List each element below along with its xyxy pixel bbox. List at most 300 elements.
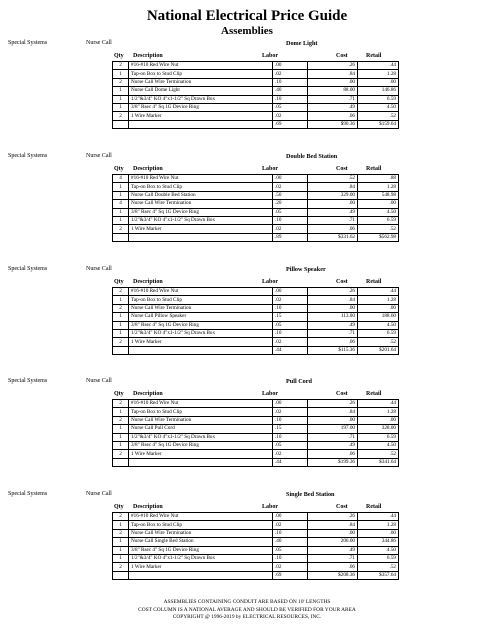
column-header-description: Description: [133, 504, 163, 510]
table-row: [113, 288, 399, 296]
cell-retail: .44: [358, 513, 399, 521]
column-header-qty: Qty: [114, 391, 124, 397]
table-row: [113, 425, 399, 433]
assembly-name: Pull Cord: [286, 378, 312, 385]
cell-description: 1 Wire Marker: [129, 563, 273, 571]
cell-qty: 2: [113, 400, 129, 408]
cell-description: Nurse Call Wire Termination: [129, 416, 273, 424]
cell-retail: 548.98: [358, 191, 399, 199]
table-row: [113, 450, 399, 458]
total-cost: $331.62: [308, 233, 358, 241]
cell-cost: .06: [308, 112, 358, 120]
cell-description: Nurse Call Wire Termination: [129, 304, 273, 312]
cell-retail: 6.59: [358, 554, 399, 562]
section-system: Nurse Call: [86, 266, 112, 272]
total-description: [129, 233, 273, 241]
cell-description: Nurse Call Single Bed Station: [129, 538, 273, 546]
cell-labor: .05: [273, 441, 308, 449]
cell-description: 3/8" Rsec 4" Sq 1G Device Ring: [129, 321, 273, 329]
cell-description: Tap-on Box to Stud Clip: [129, 521, 273, 529]
cell-cost: .71: [308, 95, 358, 103]
cell-cost: .71: [308, 554, 358, 562]
cell-cost: 206.00: [308, 538, 358, 546]
cell-description: 1/2"&3/4" KO 4"x1-1/2" Sq Drawn Box: [129, 329, 273, 337]
assembly-table: [112, 61, 399, 129]
section-category: Special Systems: [8, 153, 48, 159]
section-category: Special Systems: [8, 491, 48, 497]
assembly-section: [0, 151, 494, 242]
cell-retail: 1.28: [358, 521, 399, 529]
assembly-name: Dome Light: [286, 40, 318, 47]
table-row: [113, 200, 399, 208]
cell-description: 1 Wire Marker: [129, 225, 273, 233]
table-row: [113, 554, 399, 562]
cell-qty: 2: [113, 304, 129, 312]
cell-retail: .52: [358, 225, 399, 233]
cell-labor: .15: [273, 313, 308, 321]
total-retail: $159.64: [358, 120, 399, 128]
cell-description: Nurse Call Wire Termination: [129, 529, 273, 537]
total-retail: $341.64: [358, 458, 399, 466]
cell-labor: .02: [273, 521, 308, 529]
cell-cost: .52: [308, 175, 358, 183]
cell-retail: 6.59: [358, 95, 399, 103]
cell-retail: .44: [358, 400, 399, 408]
cell-cost: .06: [308, 563, 358, 571]
footer: [0, 599, 494, 622]
cell-cost: 88.00: [308, 87, 358, 95]
total-description: [129, 458, 273, 466]
table-row: [113, 329, 399, 337]
cell-description: #16-#10 Red Wire Nut: [129, 288, 273, 296]
cell-retail: 4.50: [358, 441, 399, 449]
cell-labor: .02: [273, 112, 308, 120]
cell-cost: .49: [308, 441, 358, 449]
column-header-cost: Cost: [336, 391, 348, 397]
cell-description: 3/8" Rsec 4" Sq 1G Device Ring: [129, 208, 273, 216]
cell-qty: 1: [113, 95, 129, 103]
cell-retail: 1.28: [358, 408, 399, 416]
assembly-table: [112, 512, 399, 580]
cell-labor: .02: [273, 225, 308, 233]
cell-description: Nurse Call Wire Termination: [129, 78, 273, 86]
cell-description: #16-#10 Red Wire Nut: [129, 513, 273, 521]
footer-line: COPYRIGHT @ 1996-2019 by ELECTRICAL RESOURCES, INC.: [172, 614, 322, 621]
cell-labor: .05: [273, 546, 308, 554]
cell-cost: 329.00: [308, 191, 358, 199]
cell-labor: .10: [273, 554, 308, 562]
table-row: [113, 304, 399, 312]
cell-qty: 2: [113, 450, 129, 458]
cell-retail: .52: [358, 563, 399, 571]
cell-description: 3/8" Rsec 4" Sq 1G Device Ring: [129, 103, 273, 111]
assembly-section: [0, 38, 494, 129]
total-labor: .69: [273, 571, 308, 579]
cell-cost: .00: [308, 200, 358, 208]
total-retail: $562.98: [358, 233, 399, 241]
cell-retail: .52: [358, 112, 399, 120]
total-labor: .44: [273, 346, 308, 354]
cell-description: Nurse Call Pillow Speaker: [129, 313, 273, 321]
cell-labor: .10: [273, 329, 308, 337]
cell-labor: .05: [273, 208, 308, 216]
column-header-retail: Retail: [366, 279, 382, 285]
cell-qty: 1: [113, 546, 129, 554]
total-row: [113, 120, 399, 128]
column-header-qty: Qty: [114, 166, 124, 172]
cell-qty: 1: [113, 433, 129, 441]
column-headers: [0, 388, 494, 399]
cell-labor: .00: [273, 175, 308, 183]
cell-labor: .10: [273, 78, 308, 86]
cell-retail: .44: [358, 288, 399, 296]
total-description: [129, 571, 273, 579]
cell-retail: 4.50: [358, 546, 399, 554]
cell-description: 1/2"&3/4" KO 4"x1-1/2" Sq Drawn Box: [129, 95, 273, 103]
cell-retail: 1.28: [358, 296, 399, 304]
cell-qty: 1: [113, 521, 129, 529]
table-row: [113, 521, 399, 529]
footer-line: ASSEMBLIES CONTAINING CONDUIT ARE BASED ON 10' LENGTHS: [163, 599, 331, 605]
cell-cost: .00: [308, 304, 358, 312]
cell-description: 3/8" Rsec 4" Sq 1G Device Ring: [129, 441, 273, 449]
cell-cost: .00: [308, 529, 358, 537]
cell-retail: .00: [358, 78, 399, 86]
cell-qty: 1: [113, 321, 129, 329]
cell-qty: 1: [113, 329, 129, 337]
total-qty: [113, 458, 129, 466]
table-row: [113, 321, 399, 329]
table-row: [113, 338, 399, 346]
column-header-retail: Retail: [366, 391, 382, 397]
cell-cost: .26: [308, 288, 358, 296]
column-header-labor: Labor: [262, 166, 279, 172]
cell-labor: .02: [273, 450, 308, 458]
table-row: [113, 529, 399, 537]
cell-labor: .02: [273, 563, 308, 571]
total-row: [113, 571, 399, 579]
section-header: [0, 38, 494, 50]
cell-description: Nurse Call Pull Cord: [129, 425, 273, 433]
cell-qty: 1: [113, 554, 129, 562]
column-headers: [0, 50, 494, 61]
cell-qty: 1: [113, 70, 129, 78]
cell-cost: .49: [308, 546, 358, 554]
total-labor: .69: [273, 120, 308, 128]
table-row: [113, 546, 399, 554]
table-row: [113, 208, 399, 216]
table-row: [113, 78, 399, 86]
section-header: [0, 489, 494, 501]
total-retail: $357.64: [358, 571, 399, 579]
cell-qty: 1: [113, 183, 129, 191]
cell-retail: .88: [358, 175, 399, 183]
assembly-table: [112, 174, 399, 242]
table-row: [113, 112, 399, 120]
table-row: [113, 62, 399, 70]
cell-qty: 2: [113, 62, 129, 70]
cell-labor: .15: [273, 425, 308, 433]
cell-cost: .71: [308, 216, 358, 224]
assembly-section: [0, 376, 494, 467]
section-category: Special Systems: [8, 378, 48, 384]
cell-labor: .02: [273, 408, 308, 416]
cell-qty: 4: [113, 200, 129, 208]
cell-labor: .10: [273, 529, 308, 537]
column-header-qty: Qty: [114, 53, 124, 59]
column-header-description: Description: [133, 166, 163, 172]
cell-retail: 6.59: [358, 433, 399, 441]
cell-qty: 2: [113, 563, 129, 571]
assembly-name: Single Bed Station: [286, 491, 335, 498]
table-row: [113, 441, 399, 449]
column-headers: [0, 501, 494, 512]
cell-description: 1/2"&3/4" KO 4"x1-1/2" Sq Drawn Box: [129, 554, 273, 562]
table-row: [113, 433, 399, 441]
cell-description: 3/8" Rsec 4" Sq 1G Device Ring: [129, 546, 273, 554]
table-row: [113, 216, 399, 224]
cell-description: 1 Wire Marker: [129, 112, 273, 120]
cell-cost: .06: [308, 338, 358, 346]
table-row: [113, 191, 399, 199]
cell-retail: 6.59: [358, 216, 399, 224]
cell-qty: 1: [113, 425, 129, 433]
cell-cost: .26: [308, 62, 358, 70]
cell-labor: .02: [273, 296, 308, 304]
table-row: [113, 183, 399, 191]
cell-qty: 1: [113, 296, 129, 304]
page-title: National Electrical Price Guide: [146, 8, 348, 24]
cell-labor: .00: [273, 62, 308, 70]
cell-qty: 1: [113, 408, 129, 416]
cell-cost: .49: [308, 321, 358, 329]
column-header-description: Description: [133, 391, 163, 397]
cell-cost: .49: [308, 103, 358, 111]
cell-labor: .05: [273, 103, 308, 111]
column-header-cost: Cost: [336, 504, 348, 510]
total-labor: .44: [273, 458, 308, 466]
cell-labor: .00: [273, 400, 308, 408]
cell-cost: .49: [308, 208, 358, 216]
table-row: [113, 87, 399, 95]
table-row: [113, 563, 399, 571]
cell-cost: .84: [308, 183, 358, 191]
cell-description: 1 Wire Marker: [129, 338, 273, 346]
column-header-description: Description: [133, 279, 163, 285]
cell-qty: 4: [113, 175, 129, 183]
column-headers: [0, 276, 494, 287]
cell-labor: .10: [273, 216, 308, 224]
cell-description: 1 Wire Marker: [129, 450, 273, 458]
cell-labor: .05: [273, 321, 308, 329]
cell-qty: 1: [113, 103, 129, 111]
cell-description: Tap-on Box to Stud Clip: [129, 183, 273, 191]
cell-labor: .10: [273, 304, 308, 312]
cell-labor: .02: [273, 183, 308, 191]
cell-retail: 1.28: [358, 183, 399, 191]
cell-labor: .10: [273, 95, 308, 103]
table-row: [113, 95, 399, 103]
cell-retail: .00: [358, 416, 399, 424]
cell-labor: .20: [273, 200, 308, 208]
cell-labor: .40: [273, 87, 308, 95]
assembly-section: [0, 489, 494, 580]
cell-labor: .00: [273, 513, 308, 521]
total-qty: [113, 346, 129, 354]
cell-cost: 197.00: [308, 425, 358, 433]
cell-qty: 2: [113, 78, 129, 86]
column-header-labor: Labor: [262, 279, 279, 285]
table-row: [113, 408, 399, 416]
cell-labor: .40: [273, 538, 308, 546]
cell-retail: 4.50: [358, 321, 399, 329]
table-row: [113, 70, 399, 78]
section-system: Nurse Call: [86, 153, 112, 159]
cell-qty: 1: [113, 441, 129, 449]
cell-retail: 188.60: [358, 313, 399, 321]
section-system: Nurse Call: [86, 378, 112, 384]
table-row: [113, 313, 399, 321]
column-headers: [0, 163, 494, 174]
table-row: [113, 103, 399, 111]
section-category: Special Systems: [8, 40, 48, 46]
table-row: [113, 175, 399, 183]
assembly-table: [112, 399, 399, 467]
cell-retail: 6.59: [358, 329, 399, 337]
column-header-retail: Retail: [366, 53, 382, 59]
cell-description: Tap-on Box to Stud Clip: [129, 70, 273, 78]
cell-labor: .10: [273, 416, 308, 424]
cell-description: 1/2"&3/4" KO 4"x1-1/2" Sq Drawn Box: [129, 433, 273, 441]
cell-description: #16-#10 Red Wire Nut: [129, 175, 273, 183]
cell-qty: 2: [113, 112, 129, 120]
total-cost: $208.36: [308, 571, 358, 579]
column-header-labor: Labor: [262, 53, 279, 59]
total-description: [129, 346, 273, 354]
cell-cost: .84: [308, 296, 358, 304]
cell-retail: 4.50: [358, 103, 399, 111]
table-row: [113, 416, 399, 424]
total-cost: $115.36: [308, 346, 358, 354]
section-category: Special Systems: [8, 266, 48, 272]
cell-retail: .52: [358, 450, 399, 458]
section-header: [0, 264, 494, 276]
cell-retail: .00: [358, 200, 399, 208]
column-header-qty: Qty: [114, 279, 124, 285]
assembly-table: [112, 287, 399, 355]
cell-cost: .71: [308, 433, 358, 441]
cell-description: Tap-on Box to Stud Clip: [129, 408, 273, 416]
total-qty: [113, 120, 129, 128]
page-subtitle: Assemblies: [221, 25, 273, 37]
cell-cost: 113.00: [308, 313, 358, 321]
total-retail: $201.64: [358, 346, 399, 354]
cell-qty: 2: [113, 225, 129, 233]
column-header-labor: Labor: [262, 504, 279, 510]
section-header: [0, 151, 494, 163]
cell-qty: 1: [113, 208, 129, 216]
column-header-cost: Cost: [336, 53, 348, 59]
column-header-retail: Retail: [366, 166, 382, 172]
column-header-qty: Qty: [114, 504, 124, 510]
cell-retail: .44: [358, 62, 399, 70]
cell-retail: 1.28: [358, 70, 399, 78]
table-row: [113, 400, 399, 408]
cell-qty: 1: [113, 538, 129, 546]
cell-cost: .84: [308, 408, 358, 416]
total-qty: [113, 571, 129, 579]
cell-description: Tap-on Box to Stud Clip: [129, 296, 273, 304]
cell-cost: .84: [308, 521, 358, 529]
cell-labor: .10: [273, 433, 308, 441]
column-header-retail: Retail: [366, 504, 382, 510]
cell-description: 1/2"&3/4" KO 4"x1-1/2" Sq Drawn Box: [129, 216, 273, 224]
cell-labor: .02: [273, 338, 308, 346]
cell-cost: .26: [308, 513, 358, 521]
table-row: [113, 225, 399, 233]
cell-qty: 1: [113, 191, 129, 199]
cell-retail: 328.00: [358, 425, 399, 433]
total-row: [113, 458, 399, 466]
cell-qty: 1: [113, 216, 129, 224]
cell-qty: 2: [113, 416, 129, 424]
cell-retail: 146.86: [358, 87, 399, 95]
cell-qty: 2: [113, 338, 129, 346]
column-header-cost: Cost: [336, 166, 348, 172]
cell-description: Nurse Call Double Bed Station: [129, 191, 273, 199]
cell-cost: .84: [308, 70, 358, 78]
cell-retail: .52: [358, 338, 399, 346]
cell-qty: 2: [113, 529, 129, 537]
cell-retail: .00: [358, 304, 399, 312]
cell-retail: 344.86: [358, 538, 399, 546]
assembly-section: [0, 264, 494, 355]
total-description: [129, 120, 273, 128]
cell-description: #16-#10 Red Wire Nut: [129, 400, 273, 408]
section-system: Nurse Call: [86, 40, 112, 46]
column-header-cost: Cost: [336, 279, 348, 285]
total-labor: .89: [273, 233, 308, 241]
cell-qty: 1: [113, 313, 129, 321]
section-system: Nurse Call: [86, 491, 112, 497]
cell-cost: .26: [308, 400, 358, 408]
cell-qty: 1: [113, 87, 129, 95]
assembly-name: Double Bed Station: [286, 153, 338, 160]
cell-qty: 2: [113, 513, 129, 521]
table-row: [113, 538, 399, 546]
cell-cost: .06: [308, 225, 358, 233]
cell-cost: .00: [308, 78, 358, 86]
footer-line: COST COLUMN IS A NATIONAL AVERAGE AND SHOULD BE VERIFIED FOR YOUR AREA: [138, 606, 356, 613]
table-row: [113, 296, 399, 304]
column-header-description: Description: [133, 53, 163, 59]
section-header: [0, 376, 494, 388]
cell-labor: .02: [273, 70, 308, 78]
cell-retail: 4.50: [358, 208, 399, 216]
cell-retail: .00: [358, 529, 399, 537]
total-qty: [113, 233, 129, 241]
total-row: [113, 346, 399, 354]
cell-cost: .06: [308, 450, 358, 458]
cell-cost: .00: [308, 416, 358, 424]
cell-description: Nurse Call Wire Termination: [129, 200, 273, 208]
column-header-labor: Labor: [262, 391, 279, 397]
assembly-name: Pillow Speaker: [286, 266, 326, 273]
total-cost: $199.36: [308, 458, 358, 466]
total-cost: $90.36: [308, 120, 358, 128]
cell-qty: 2: [113, 288, 129, 296]
cell-description: #16-#10 Red Wire Nut: [129, 62, 273, 70]
